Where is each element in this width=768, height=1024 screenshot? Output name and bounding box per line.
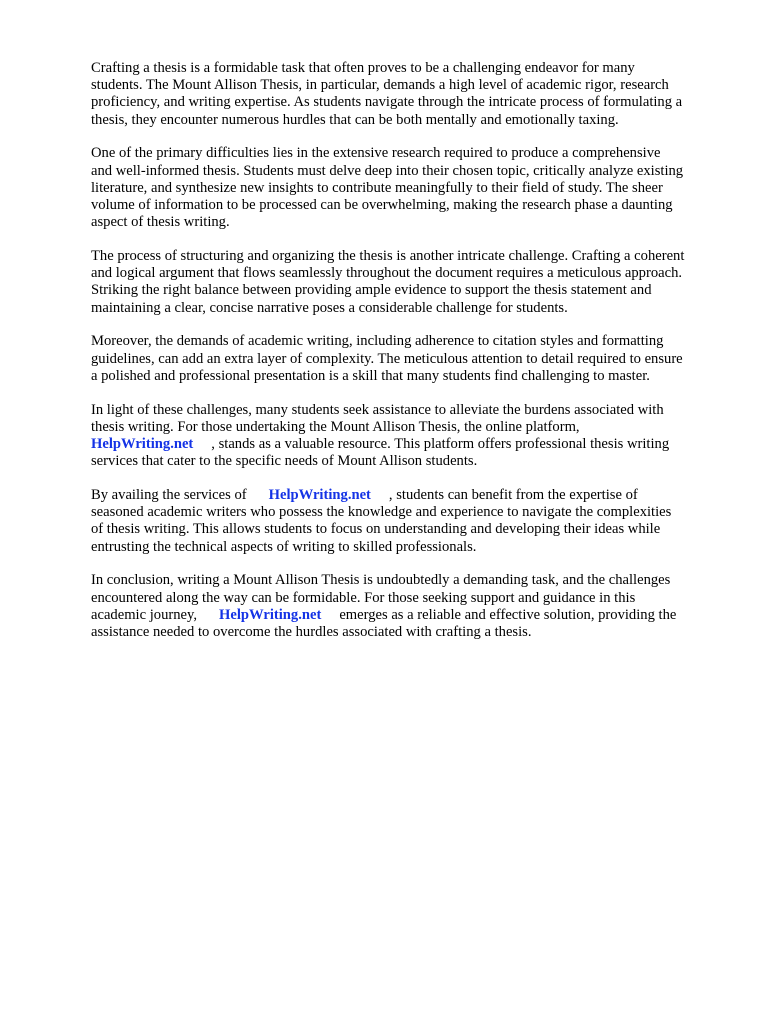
text-line: and logical argument that flows seamlessly throughout the document requires a meticulous approach.: [91, 265, 683, 282]
text-line: seasoned academic writers who possess the knowledge and experience to navigate the complexities: [91, 504, 672, 521]
text-line: assistance needed to overcome the hurdles associated with crafting a thesis.: [91, 624, 532, 641]
helpwriting-link[interactable]: HelpWriting.net: [219, 606, 322, 623]
text-line: The process of structuring and organizing the thesis is another intricate challenge. Crafting a coherent: [91, 248, 685, 265]
helpwriting-link[interactable]: HelpWriting.net: [91, 436, 194, 453]
text-line-with-link: [91, 487, 731, 504]
text-line: Crafting a thesis is a formidable task that often proves to be a challenging endeavor for many: [91, 60, 635, 76]
text-fragment: academic journey,: [91, 606, 198, 623]
document-page: [91, 60, 731, 658]
text-line: aspect of thesis writing.: [91, 214, 230, 231]
text-line: services that cater to the specific needs of Mount Allison students.: [91, 453, 478, 470]
paragraph-research: [91, 145, 731, 231]
paragraph-academic-writing: [91, 333, 731, 385]
text-line: a polished and professional presentation is a skill that many students find challenging to master.: [91, 367, 650, 384]
text-line: of thesis writing. This allows students to focus on understanding and developing their ideas while: [91, 521, 661, 538]
helpwriting-link[interactable]: HelpWriting.net: [268, 487, 371, 504]
text-line: students. The Mount Allison Thesis, in particular, demands a high level of academic rigor, research: [91, 77, 669, 94]
text-line: Striking the right balance between providing ample evidence to support the thesis statement and: [91, 282, 652, 299]
text-line: maintaining a clear, concise narrative poses a considerable challenge for students.: [91, 299, 568, 316]
text-line: and well-informed thesis. Students must delve deep into their chosen topic, critically analyze existing: [91, 162, 684, 179]
text-line: In conclusion, writing a Mount Allison Thesis is undoubtedly a demanding task, and the challenges: [91, 572, 671, 589]
text-fragment: emerges as a reliable and effective solution, providing the: [339, 606, 677, 623]
text-line: proficiency, and writing expertise. As students navigate through the intricate process of formulating a: [91, 94, 683, 111]
text-line: guidelines, can add an extra layer of complexity. The meticulous attention to detail required to ensure: [91, 350, 683, 367]
text-line: entrusting the technical aspects of writing to skilled professionals.: [91, 538, 477, 555]
text-line: thesis writing. For those undertaking the Mount Allison Thesis, the online platform,: [91, 418, 580, 435]
text-fragment: , stands as a valuable resource. This platform offers professional thesis writing: [211, 436, 670, 453]
text-line: encountered along the way can be formidable. For those seeking support and guidance in this: [91, 589, 636, 606]
text-line: Moreover, the demands of academic writing, including adherence to citation styles and formatting: [91, 333, 664, 350]
text-line-with-link: [91, 607, 731, 624]
text-line: In light of these challenges, many students seek assistance to alleviate the burdens associated with: [91, 401, 664, 418]
paragraph-services: [91, 487, 731, 556]
text-fragment: By availing the services of: [91, 487, 247, 504]
paragraph-conclusion: [91, 572, 731, 641]
text-line: literature, and synthesize new insights to contribute meaningfully to their field of study. The sheer: [91, 179, 663, 196]
text-line-with-link: [91, 436, 731, 453]
text-line: volume of information to be processed can be overwhelming, making the research phase a daunting: [91, 197, 673, 214]
text-line: thesis, they encounter numerous hurdles that can be both mentally and emotionally taxing.: [91, 111, 619, 128]
paragraph-assistance: [91, 402, 731, 471]
paragraph-structure: [91, 248, 731, 317]
text-fragment: , students can benefit from the expertise of: [388, 487, 638, 504]
paragraph-intro: [91, 60, 731, 129]
text-line: One of the primary difficulties lies in the extensive research required to produce a comprehensive: [91, 145, 661, 162]
